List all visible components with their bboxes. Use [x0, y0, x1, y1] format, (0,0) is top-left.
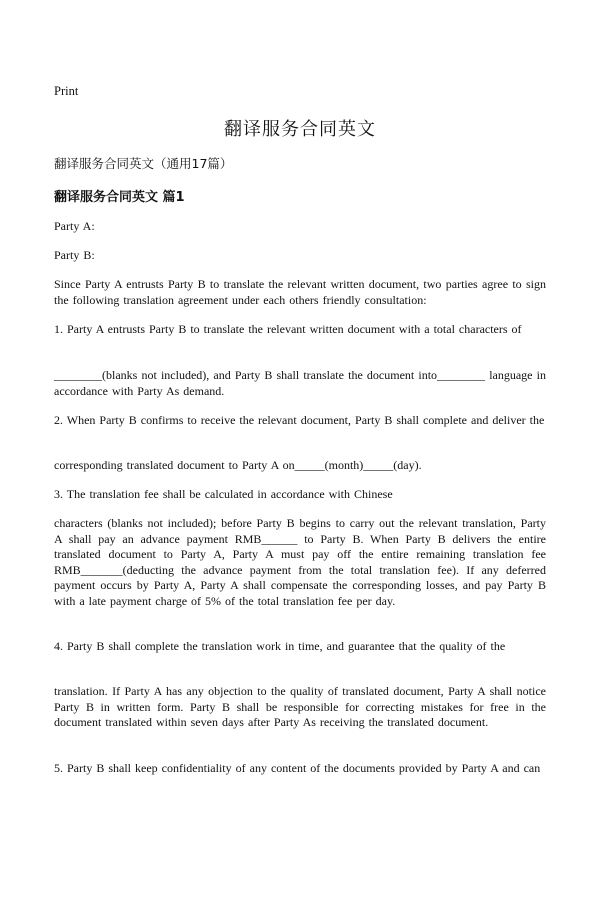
paragraph-party-b: Party B:	[54, 248, 95, 262]
paragraph-clause-1-cont: ________(blanks not included), and Party B shall translate the document into________ language in accordance with Party As demand.	[54, 368, 546, 398]
paragraph-clause-4: 4. Party B shall complete the translation work in time, and guarantee that the quality of the	[54, 639, 506, 653]
document-subtitle: 翻译服务合同英文（通用17篇）	[54, 156, 233, 171]
print-label: Print	[54, 84, 79, 98]
paragraph-clause-3-cont: characters (blanks not included); before Party B begins to carry out the relevant translation, Party A shall pay an advance payment RMB______ to Party B. When Party B delivers the entire translated document to Party A, Party A must pay off the entire remaining translation fee RMB_______(deducting the advance payment from the total translation fee). If any deferred payment occurs by Party A, Party A shall compensate the corresponding losses, and pay Party B with a late payment charge of 5% of the total translation fee per day.	[54, 516, 546, 608]
paragraph-clause-3: 3. The translation fee shall be calculated in accordance with Chinese	[54, 487, 393, 501]
paragraph-clause-5: 5. Party B shall keep confidentiality of any content of the documents provided by Party A and can	[54, 761, 541, 775]
paragraph-party-a: Party A:	[54, 219, 95, 233]
paragraph-clause-1: 1. Party A entrusts Party B to translate the relevant written document with a total characters of	[54, 322, 522, 336]
section-heading: 翻译服务合同英文 篇1	[54, 190, 185, 205]
paragraph-clause-2: 2. When Party B confirms to receive the relevant document, Party B shall complete and deliver the	[54, 413, 545, 427]
document-title: 翻译服务合同英文	[224, 119, 376, 140]
paragraph-intro: Since Party A entrusts Party B to translate the relevant written document, two parties agree to sign the following translation agreement under each others friendly consultation:	[54, 277, 546, 307]
paragraph-clause-4-cont: translation. If Party A has any objection to the quality of translated document, Party A shall notice Party B in written form. Party B shall be responsible for correcting mistakes for free in the document translated within seven days after Party As receiving the translated document.	[54, 684, 546, 729]
paragraph-clause-2-cont: corresponding translated document to Party A on_____(month)_____(day).	[54, 458, 422, 472]
